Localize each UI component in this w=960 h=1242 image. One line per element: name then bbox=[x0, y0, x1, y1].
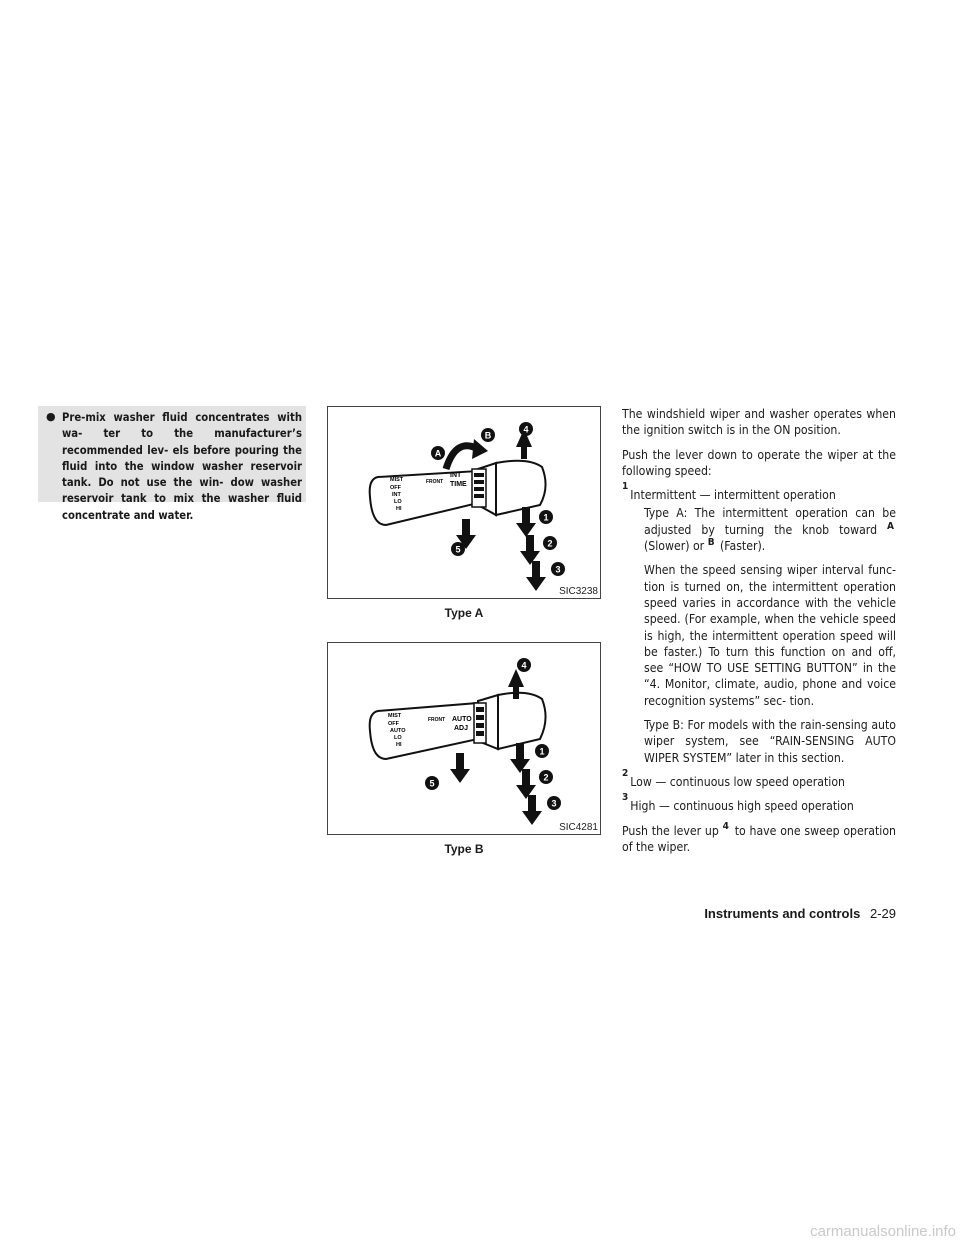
callout-1: 1 bbox=[539, 746, 545, 757]
front-text: FRONT bbox=[426, 479, 444, 485]
wiper-lever-illustration-b bbox=[328, 643, 600, 834]
body-text-column bbox=[622, 406, 896, 863]
callout-b: B bbox=[484, 430, 492, 441]
item-text: High — continuous high speed operation bbox=[630, 799, 854, 814]
callout-number: 2 bbox=[622, 767, 629, 779]
knob-text-1: INT bbox=[450, 472, 462, 479]
page-footer bbox=[700, 906, 896, 921]
push-up-text-end: to have one sweep operation of the wiper. bbox=[622, 823, 896, 854]
lever-label-mist: MIST bbox=[390, 477, 404, 483]
figure-type-b bbox=[327, 642, 601, 835]
list-item-low bbox=[622, 767, 896, 790]
bullet: ● bbox=[46, 410, 56, 423]
item-text: Low — continuous low speed operation bbox=[630, 774, 846, 789]
list-item-high bbox=[622, 792, 896, 814]
figure-type-a bbox=[327, 406, 601, 599]
list-item-intermittent bbox=[622, 481, 896, 503]
paragraph-speed-sensing: When the speed sensing wiper interval func- tion is turned on, the intermittent operation speed varies in accordance with the vehicle speed. (For example, when the vehicle speed is high, the intermittent operation speed will be faster.) To turn this function on and off, see “HOW TO USE SETTING BUTTON” in the “4. Monitor, climate, audio, phone and voice recognition systems” sec- tion. bbox=[644, 563, 896, 708]
caution-text: Pre-mix washer fluid concentrates with wa- ter to the manufacturer’s recommended lev- els before pouring the fluid into the window washer reservoir tank. Do not use the win- dow washer reservoir tank to mix the washer fluid concentrate and water. bbox=[62, 411, 302, 522]
faster-text: (Faster). bbox=[720, 539, 766, 554]
callout-3: 3 bbox=[555, 564, 561, 575]
figure-caption-a: Type A bbox=[444, 606, 484, 620]
callout-3: 3 bbox=[551, 798, 557, 809]
figure-caption-b: Type B bbox=[444, 842, 484, 856]
callout-4: 4 bbox=[523, 424, 529, 435]
paragraph-push-up: Push the lever up 4 to have one sweep operation of the wiper. bbox=[622, 821, 896, 854]
front-text: FRONT bbox=[428, 717, 446, 723]
page-number: 2-29 bbox=[869, 906, 896, 921]
paragraph-type-b: Type B: For models with the rain-sensing auto wiper system, see “RAIN-SENSING AUTO WIPER SYSTEM” later in this section. bbox=[644, 718, 896, 765]
section-title: Instruments and controls bbox=[704, 906, 861, 921]
callout-5: 5 bbox=[429, 778, 435, 789]
lever-label-off: OFF bbox=[390, 485, 401, 491]
lever-label-lo: LO bbox=[394, 735, 402, 741]
paragraph-type-a: Type A: The intermittent operation can be adjusted by turning the knob toward A (Slower) or B (Faster). bbox=[644, 506, 896, 554]
lever-label-mist: MIST bbox=[388, 713, 402, 719]
push-up-text: Push the lever up bbox=[622, 823, 719, 838]
watermark: carmanualsonline.info bbox=[810, 1223, 956, 1240]
knob-text-2: ADJ bbox=[454, 725, 469, 732]
lever-label-hi: HI bbox=[396, 506, 402, 512]
callout-1: 1 bbox=[543, 512, 549, 523]
slower-text: (Slower) or bbox=[644, 539, 705, 554]
callout-a: A bbox=[434, 448, 442, 459]
callout-2: 2 bbox=[547, 538, 553, 549]
lever-label-off: OFF bbox=[388, 721, 399, 727]
callout-5: 5 bbox=[455, 544, 461, 555]
callout-number: 1 bbox=[622, 481, 629, 493]
callout-4: 4 bbox=[521, 660, 527, 671]
lever-label-int: INT bbox=[392, 492, 401, 498]
caution-box bbox=[38, 406, 306, 522]
callout-2: 2 bbox=[543, 772, 549, 783]
item-title: Intermittent — intermittent operation bbox=[630, 488, 836, 503]
figure-code: SIC4281 bbox=[559, 822, 598, 833]
knob-text-2: TIME bbox=[450, 481, 467, 488]
figure-code: SIC3238 bbox=[559, 586, 598, 597]
paragraph-push-down: Push the lever down to operate the wiper at the following speed: bbox=[622, 447, 896, 478]
callout-number: 3 bbox=[622, 792, 629, 804]
wiper-lever-illustration-a bbox=[328, 407, 600, 598]
lever-label-auto: AUTO bbox=[390, 728, 406, 734]
lever-label-hi: HI bbox=[396, 742, 402, 748]
knob-text-1: AUTO bbox=[452, 716, 472, 723]
type-a-text: Type A: The intermittent operation can be adjusted by turning the knob toward bbox=[644, 506, 896, 537]
paragraph-intro: The windshield wiper and washer operates when the ignition switch is in the ON position. bbox=[622, 407, 896, 438]
lever-label-lo: LO bbox=[394, 499, 402, 505]
